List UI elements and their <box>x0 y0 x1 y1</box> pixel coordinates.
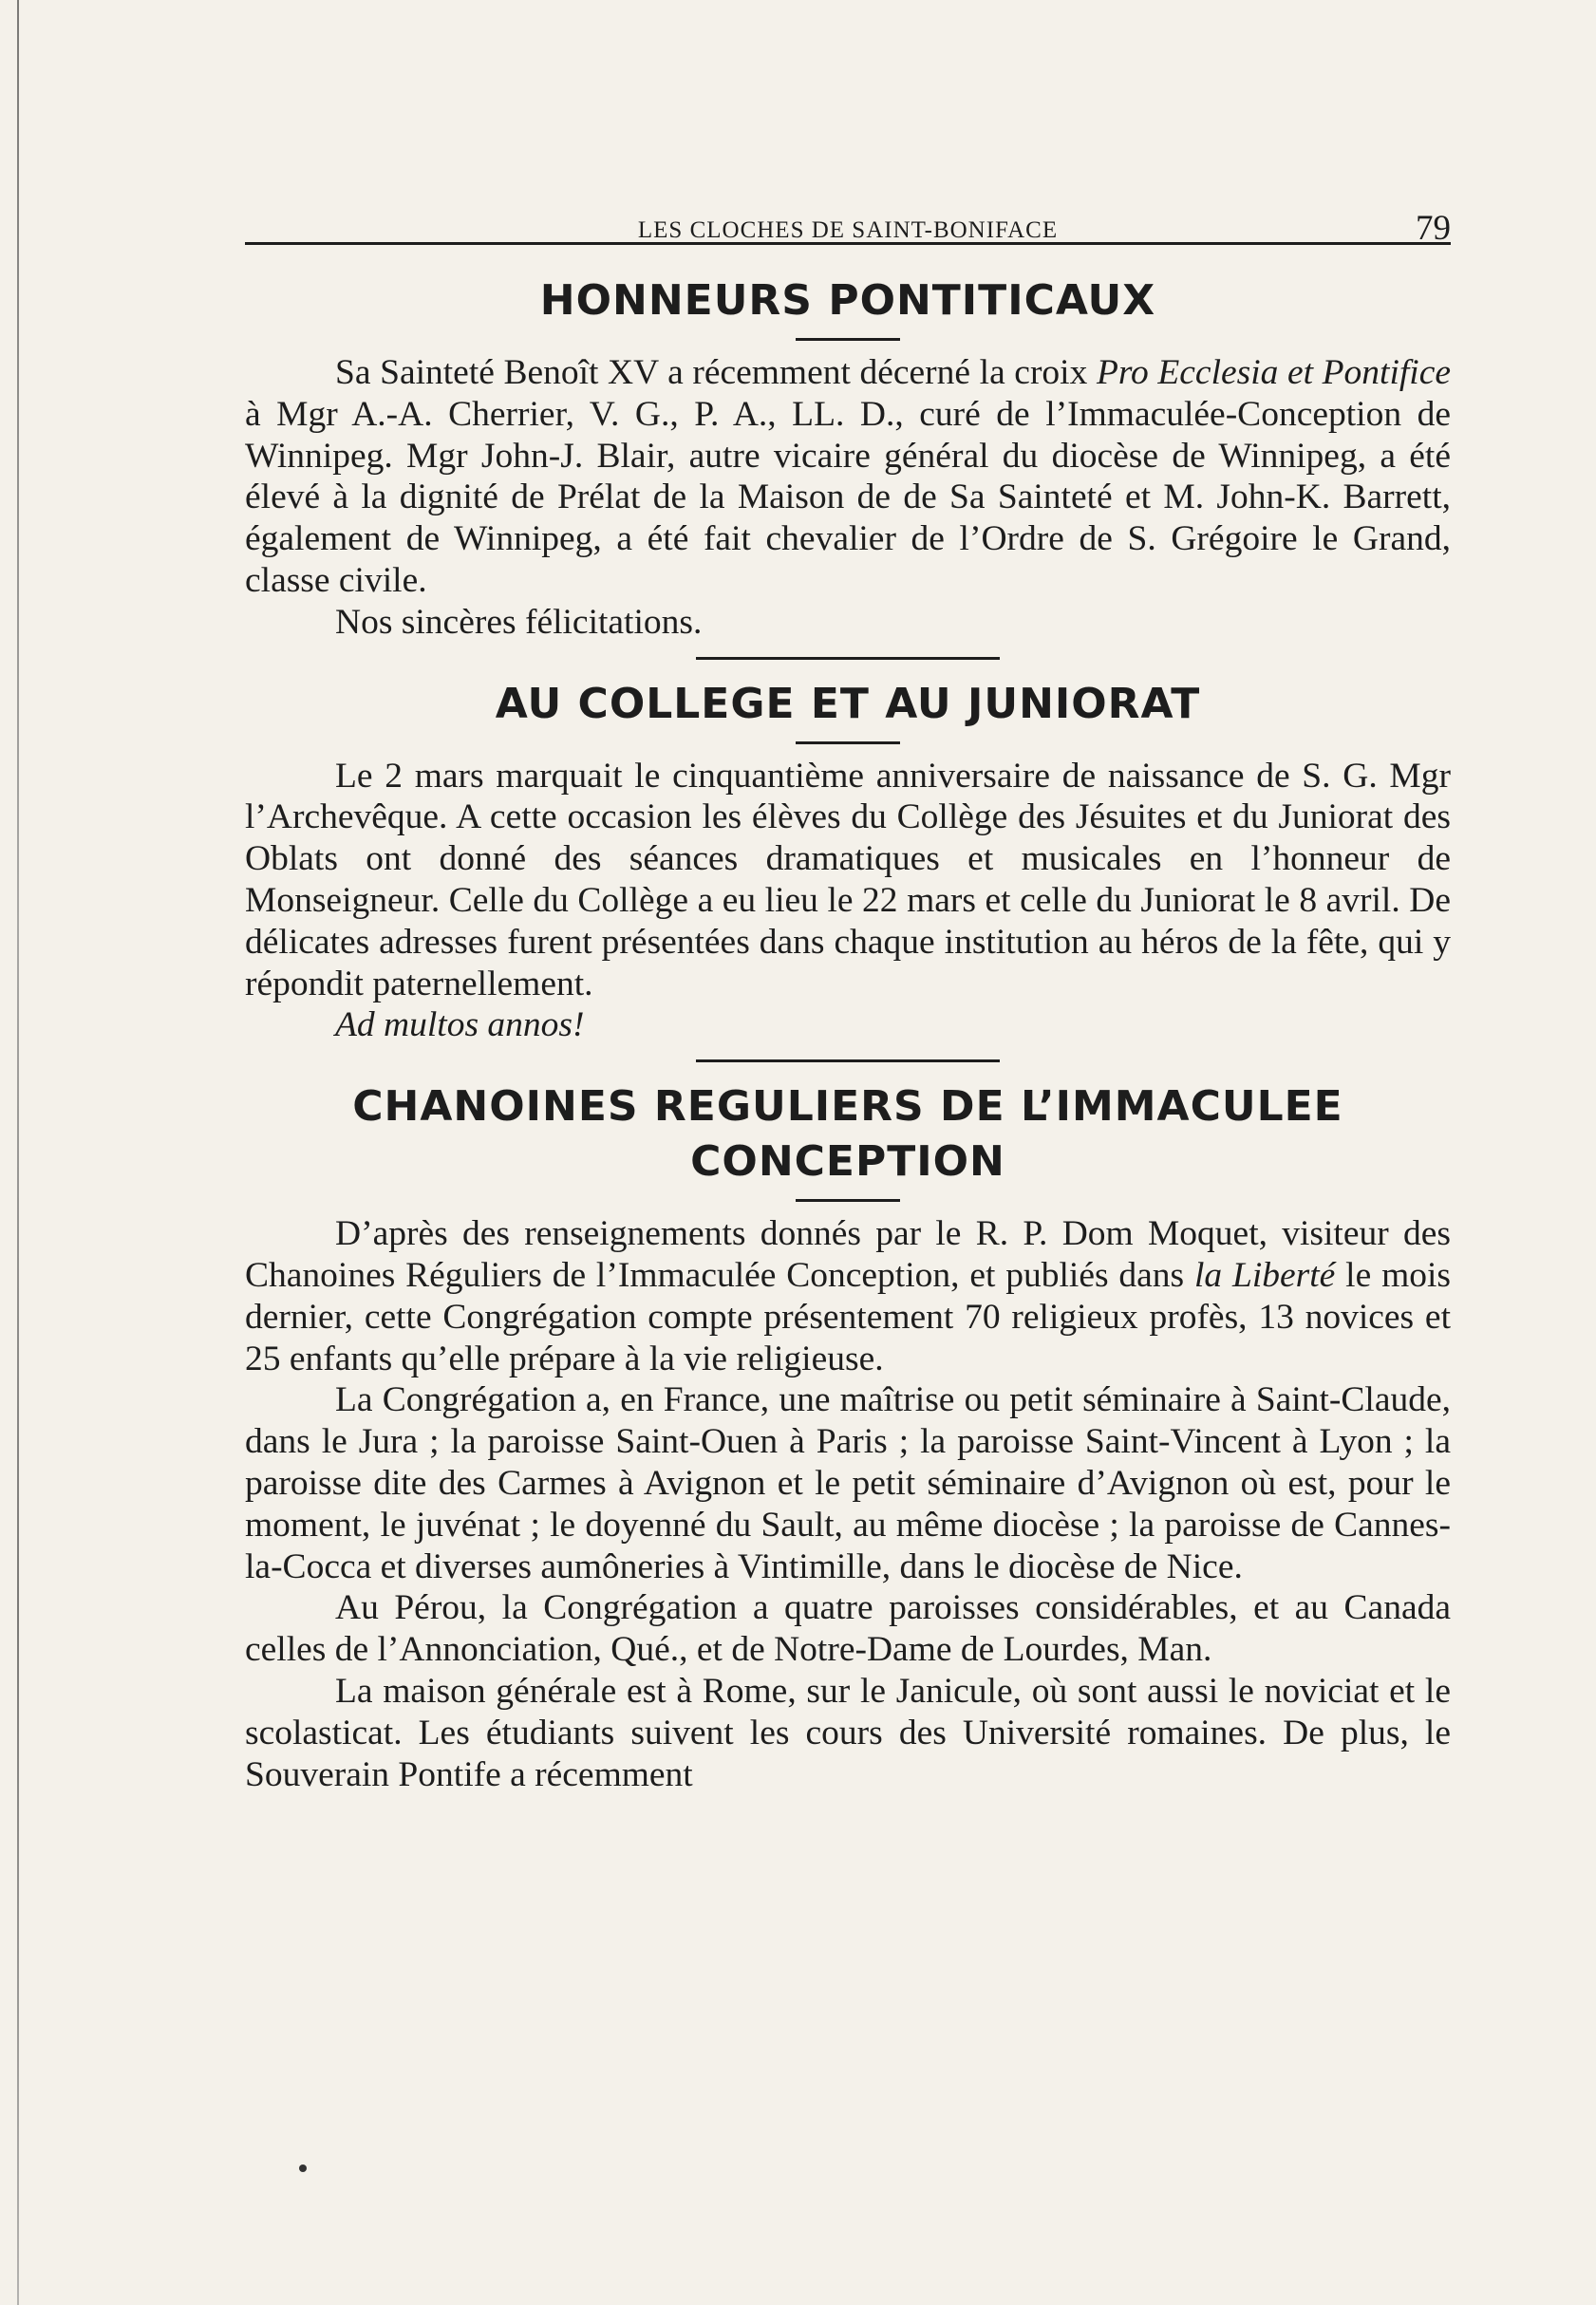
ink-speck <box>299 2164 307 2172</box>
section-divider <box>696 1059 1000 1062</box>
text-segment: La Congrégation a, en France, une maîtrise ou petit séminaire à Saint-Claude, dans le Jura ; la paroisse Saint-Ouen à Paris ; la paroisse Saint-Vincent à Lyon ; la paroisse dite des Carmes à Avignon et le petit séminaire d’Avignon où est, pour le moment, le juvénat ; le doyenné du Sault, au même diocèse ; la paroisse de Cannes-la-Cocca et diverses aumôneries à Vintimille, dans le diocèse de Nice. <box>245 1380 1451 1586</box>
book-page <box>245 195 1451 1795</box>
text-segment: La maison générale est à Rome, sur le Janicule, où sont aussi le noviciat et le scolasticat. Les étudiants suivent les cours des Université romaines. De plus, le Souverain Pontife a récemment <box>245 1671 1451 1794</box>
section-chanoines <box>245 1079 1451 1795</box>
page-number: 79 <box>1416 209 1451 248</box>
text-segment: Nos sincères félicitations. <box>335 602 703 642</box>
text-segment: le mois dernier, cette Congrégation compte présentement 70 religieux profès, 13 novices et 25 enfants qu’elle prépare à la vie religieuse. <box>245 1255 1452 1378</box>
closing-line <box>245 602 1451 644</box>
section-college <box>245 677 1451 1063</box>
paragraph <box>245 1671 1451 1795</box>
section-divider <box>696 657 1000 660</box>
section-title: AU COLLEGE ET AU JUNIORAT <box>495 679 1201 728</box>
section-honneurs <box>245 273 1451 660</box>
paragraph <box>245 1213 1451 1379</box>
text-segment: à Mgr A.-A. Cherrier, V. G., P. A., LL. D., curé de l’Immaculée-Conception de Winnipeg. Mgr John-J. Blair, autre vicaire général du diocèse de Winnipeg, a été élevé à la dignité de Prélat de la Maison de de Sa Sainteté et M. John-K. Barrett, également de Winnipeg, a été fait chevalier de l’Ordre de S. Grégoire le Grand, classe civile. <box>245 394 1451 600</box>
closing-line <box>245 1004 1451 1046</box>
title-rule <box>796 1199 900 1202</box>
paragraph <box>245 1379 1451 1587</box>
text-segment-italic: Ad multos annos! <box>335 1005 585 1045</box>
text-segment: Sa Sainteté Benoît XV a récemment décerné la croix <box>335 353 1097 392</box>
text-segment-italic: la Liberté <box>1194 1255 1336 1295</box>
title-rule <box>796 338 900 341</box>
section-title: HONNEURS PONTITICAUX <box>539 276 1156 325</box>
paragraph <box>245 756 1451 1005</box>
running-head <box>245 195 1451 248</box>
title-rule <box>796 741 900 744</box>
section-title-line-1: CHANOINES REGULIERS DE L’IMMACULEE <box>352 1082 1343 1132</box>
paragraph <box>245 352 1451 602</box>
section-title-line-2: CONCEPTION <box>690 1137 1005 1187</box>
text-segment: Le 2 mars marquait le cinquantième anniversaire de naissance de S. G. Mgr l’Archevêque. A cette occasion les élèves du Collège des Jésuites et du Juniorat des Oblats ont donné des séances dramatiques et musicales en l’honneur de Monseigneur. Celle du Collège a eu lieu le 22 mars et celle du Juniorat le 8 avril. De délicates adresses furent présentées dans chaque institution au héros de la fête, qui y répondit paternellement. <box>245 756 1451 1003</box>
running-title: LES CLOCHES DE SAINT-BONIFACE <box>637 217 1059 243</box>
page-edge-line <box>17 0 19 2305</box>
text-segment: D’après des renseignements donnés par le R. P. Dom Moquet, visiteur des Chanoines Réguliers de l’Immaculée Conception, et publiés dans <box>245 1214 1451 1295</box>
text-segment: Au Pérou, la Congrégation a quatre paroisses considérables, et au Canada celles de l’Annonciation, Qué., et de Notre-Dame de Lourdes, Man. <box>245 1588 1451 1670</box>
text-segment-italic: Pro Ecclesia et Pontifice <box>1096 353 1452 392</box>
paragraph <box>245 1587 1451 1671</box>
